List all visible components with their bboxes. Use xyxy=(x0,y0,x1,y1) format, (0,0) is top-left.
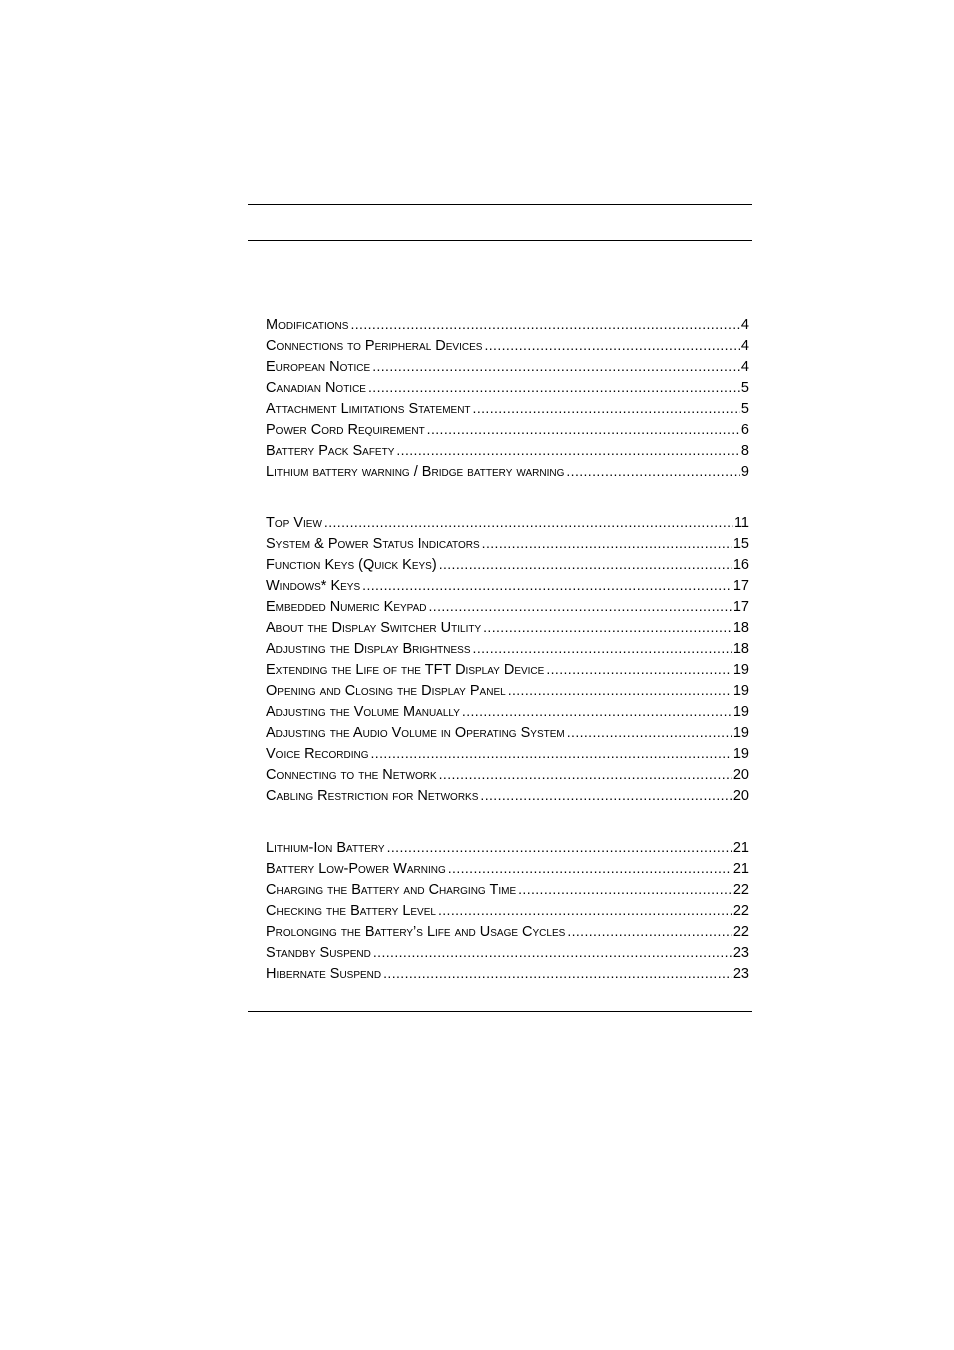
toc-page-number: 23 xyxy=(732,945,749,961)
toc-entry-title: Adjusting the Display Brightness xyxy=(266,641,471,657)
toc-entry-title: Hibernate Suspend xyxy=(266,966,382,982)
toc-entry-title: Connecting to the Network xyxy=(266,767,437,783)
toc-dot-leader xyxy=(473,399,740,418)
toc-dot-leader xyxy=(371,744,732,763)
toc-page-number: 21 xyxy=(732,861,749,877)
toc-entry-title: Function Keys (Quick Keys) xyxy=(266,557,437,573)
toc-page-number: 23 xyxy=(732,966,749,982)
toc-page-number: 19 xyxy=(732,683,749,699)
toc-entry[interactable] xyxy=(266,681,749,702)
toc-entry-title: Windows* Keys xyxy=(266,578,361,594)
toc-entry[interactable] xyxy=(266,964,749,985)
toc-dot-leader xyxy=(439,765,732,784)
toc-entry[interactable] xyxy=(266,838,749,859)
toc-entry[interactable] xyxy=(266,943,749,964)
toc-entry-title: Lithium-Ion Battery xyxy=(266,840,385,856)
toc-page-number: 21 xyxy=(732,840,749,856)
toc-entry-title: Modifications xyxy=(266,317,349,333)
toc-page-number: 8 xyxy=(740,443,749,459)
toc-entry-title: Embedded Numeric Keypad xyxy=(266,599,427,615)
toc-entry-title: Adjusting the Audio Volume in Operating System xyxy=(266,725,565,741)
toc-dot-leader xyxy=(567,723,732,742)
toc-entry[interactable] xyxy=(266,901,749,922)
toc-page-number: 11 xyxy=(733,515,749,531)
toc-entry[interactable] xyxy=(266,357,749,378)
toc-entry[interactable] xyxy=(266,462,749,483)
toc-dot-leader xyxy=(518,880,732,899)
toc-page-number: 19 xyxy=(732,746,749,762)
toc-dot-leader xyxy=(508,681,732,700)
toc-entry-title: Checking the Battery Level xyxy=(266,903,436,919)
toc-page-number: 19 xyxy=(732,704,749,720)
toc-entry-title: Attachment Limitations Statement xyxy=(266,401,471,417)
toc-page-number: 20 xyxy=(732,767,749,783)
toc-page-number: 20 xyxy=(732,788,749,804)
toc-entry-title: Canadian Notice xyxy=(266,380,366,396)
toc-page-number: 6 xyxy=(740,422,749,438)
toc-dot-leader xyxy=(362,576,732,595)
toc-entry[interactable] xyxy=(266,441,749,462)
toc-dot-leader xyxy=(439,555,732,574)
toc-entry-title: Opening and Closing the Display Panel xyxy=(266,683,506,699)
toc-dot-leader xyxy=(566,462,740,481)
toc-dot-leader xyxy=(483,618,732,637)
toc-entry-title: Cabling Restriction for Networks xyxy=(266,788,479,804)
toc-entry-title: About the Display Switcher Utility xyxy=(266,620,482,636)
toc-entry-title: Prolonging the Battery’s Life and Usage Cycles xyxy=(266,924,566,940)
toc-entry[interactable] xyxy=(266,513,749,534)
toc-entry-title: Lithium battery warning / Bridge battery warning xyxy=(266,464,565,480)
toc-page-number: 9 xyxy=(740,464,749,480)
toc-page-number: 15 xyxy=(732,536,749,552)
toc-page-number: 22 xyxy=(732,882,749,898)
toc-entry[interactable] xyxy=(266,723,749,744)
toc-entry[interactable] xyxy=(266,420,749,441)
toc-entry-title: Battery Low-Power Warning xyxy=(266,861,446,877)
footer-rule xyxy=(248,1011,752,1012)
toc-entry-title: Voice Recording xyxy=(266,746,369,762)
toc-dot-leader xyxy=(546,660,732,679)
toc-dot-leader xyxy=(484,336,739,355)
toc-entry[interactable] xyxy=(266,765,749,786)
toc-dot-leader xyxy=(438,901,732,920)
toc-entry-title: System & Power Status Indicators xyxy=(266,536,480,552)
toc-entry[interactable] xyxy=(266,378,749,399)
toc-entry[interactable] xyxy=(266,534,749,555)
toc-page-number: 4 xyxy=(740,338,749,354)
toc-entry-title: Battery Pack Safety xyxy=(266,443,395,459)
toc-page-number: 5 xyxy=(740,401,749,417)
toc-entry-title: Standby Suspend xyxy=(266,945,371,961)
toc-page-number: 4 xyxy=(740,359,749,375)
toc-entry[interactable] xyxy=(266,555,749,576)
toc-dot-leader xyxy=(448,859,732,878)
toc-entry[interactable] xyxy=(266,597,749,618)
toc-entry[interactable] xyxy=(266,399,749,420)
toc-entry[interactable] xyxy=(266,576,749,597)
header-rule-top xyxy=(248,204,752,205)
toc-entry[interactable] xyxy=(266,660,749,681)
toc-dot-leader xyxy=(480,786,731,805)
toc-entry[interactable] xyxy=(266,639,749,660)
toc-entry-title: Adjusting the Volume Manually xyxy=(266,704,460,720)
toc-page-number: 19 xyxy=(732,725,749,741)
toc-dot-leader xyxy=(368,378,740,397)
toc-dot-leader xyxy=(324,513,733,532)
toc-entry-title: Charging the Battery and Charging Time xyxy=(266,882,517,898)
toc-dot-leader xyxy=(383,964,732,983)
toc-entry-title: European Notice xyxy=(266,359,371,375)
toc-dot-leader xyxy=(462,702,732,721)
toc-entry[interactable] xyxy=(266,315,749,336)
toc-dot-leader xyxy=(396,441,740,460)
toc-section-1 xyxy=(266,315,749,483)
toc-entry[interactable] xyxy=(266,618,749,639)
toc-dot-leader xyxy=(387,838,732,857)
toc-entry-title: Extending the Life of the TFT Display Device xyxy=(266,662,545,678)
toc-page-number: 18 xyxy=(732,641,749,657)
toc-dot-leader xyxy=(373,943,732,962)
toc-entry[interactable] xyxy=(266,702,749,723)
toc-entry-title: Top View xyxy=(266,515,322,531)
toc-dot-leader xyxy=(473,639,732,658)
toc-page-number: 22 xyxy=(732,903,749,919)
toc-dot-leader xyxy=(427,420,740,439)
toc-entry-title: Power Cord Requirement xyxy=(266,422,425,438)
toc-page-number: 22 xyxy=(732,924,749,940)
toc-page-number: 16 xyxy=(732,557,749,573)
toc-page-number: 17 xyxy=(732,599,749,615)
toc-page-number: 18 xyxy=(732,620,749,636)
toc-page-number: 19 xyxy=(732,662,749,678)
toc-section-2 xyxy=(266,513,749,807)
toc-page-number: 17 xyxy=(732,578,749,594)
toc-dot-leader xyxy=(428,597,731,616)
toc-entry[interactable] xyxy=(266,922,749,943)
toc-page-number: 5 xyxy=(740,380,749,396)
toc-entry[interactable] xyxy=(266,744,749,765)
toc-entry[interactable] xyxy=(266,336,749,357)
toc-entry[interactable] xyxy=(266,786,749,807)
toc-entry[interactable] xyxy=(266,880,749,901)
toc-entry[interactable] xyxy=(266,859,749,880)
toc-dot-leader xyxy=(567,922,732,941)
toc-dot-leader xyxy=(482,534,732,553)
header-rule-bottom xyxy=(248,240,752,241)
toc-entry-title: Connections to Peripheral Devices xyxy=(266,338,483,354)
toc-page-number: 4 xyxy=(740,317,749,333)
toc-section-3 xyxy=(266,838,749,985)
toc-dot-leader xyxy=(350,315,739,334)
toc-dot-leader xyxy=(372,357,740,376)
